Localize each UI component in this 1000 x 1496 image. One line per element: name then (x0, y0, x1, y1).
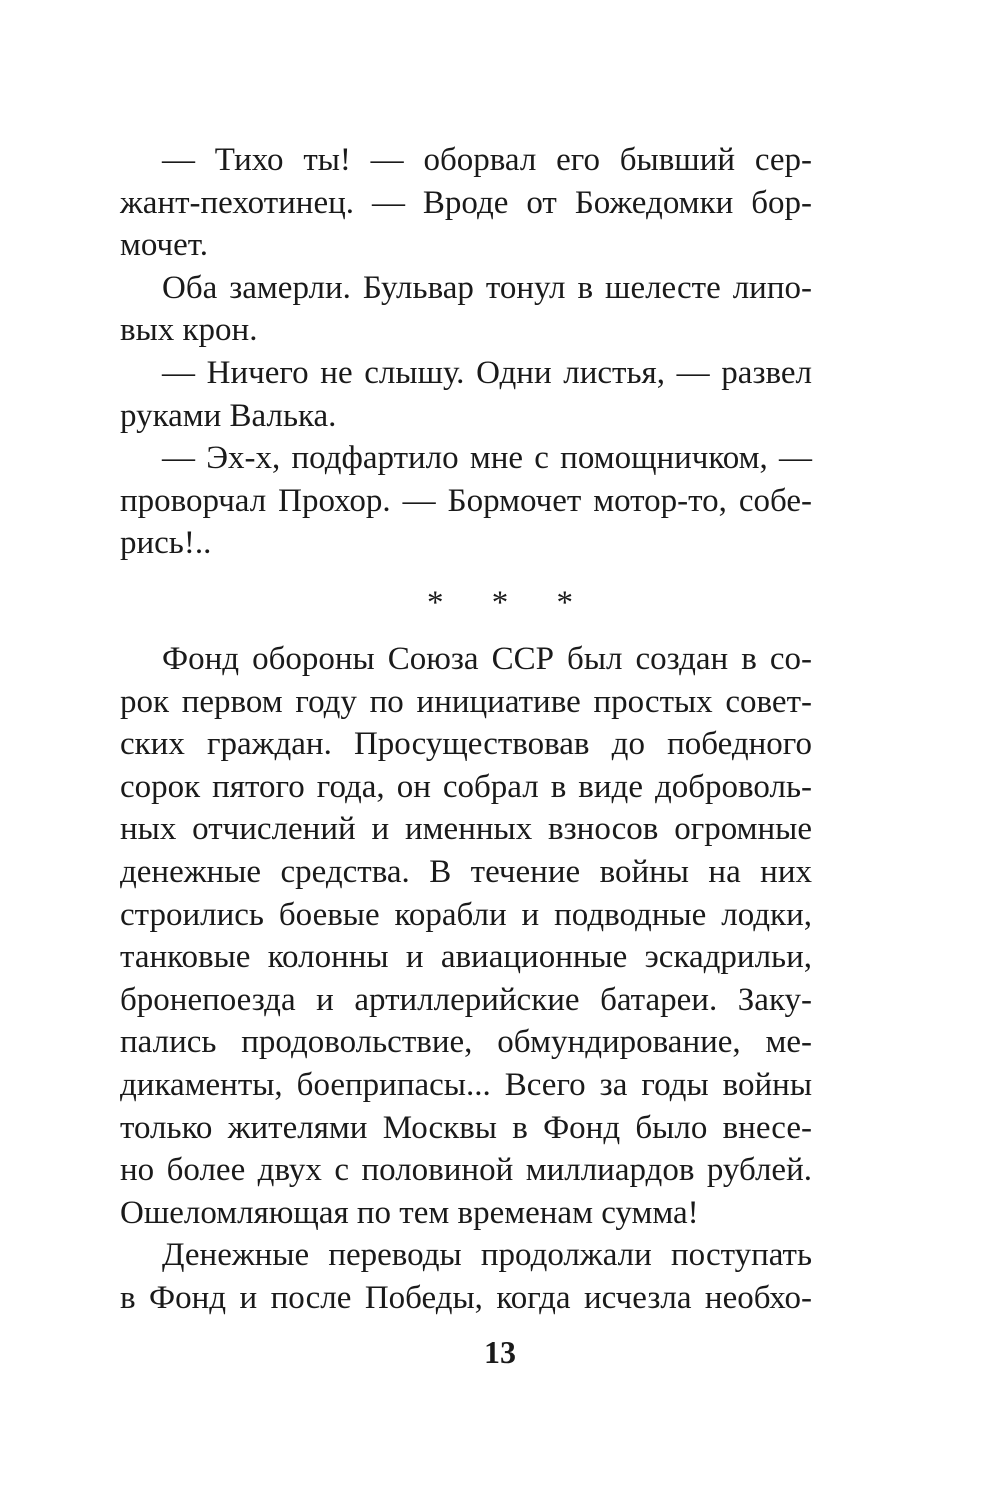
text-line: только жителями Москвы в Фонд было внесе- (120, 1109, 812, 1146)
text-line: мочет. (120, 227, 208, 264)
text-line: ных отчислений и именных взносов огромные (120, 811, 812, 848)
text-line: танковые колонны и авиационные эскадрильи, (120, 939, 812, 976)
text-line: — Тихо ты! — оборвал его бывший сер- (162, 142, 812, 178)
text-line: бронепоезда и артиллерийские батареи. Заку- (120, 981, 812, 1018)
text-line: Денежные переводы продолжали поступать (162, 1237, 812, 1274)
text-line: пались продовольствие, обмундирование, ме- (120, 1024, 812, 1061)
text-line: Ошеломляющая по тем временам сумма! (120, 1194, 699, 1231)
text-section-narrative (120, 638, 812, 1320)
text-line: в Фонд и после Победы, когда исчезла необхо- (120, 1279, 812, 1316)
section-separator: * * * (427, 585, 593, 621)
text-line: — Эх-х, подфартило мне с помощничком, — (162, 440, 812, 477)
text-line: жант-пехотинец. — Вроде от Божедомки бор- (120, 184, 812, 221)
text-line: рись!.. (120, 525, 212, 562)
text-section-dialogue (120, 139, 812, 565)
text-line: рок первом году по инициативе простых совет- (120, 683, 812, 720)
text-line: проворчал Прохор. — Бормочет мотор-то, собе- (120, 482, 812, 519)
text-line: руками Валька. (120, 397, 337, 434)
text-line: Оба замерли. Бульвар тонул в шелесте липо- (162, 269, 812, 306)
text-line: но более двух с половиной миллиардов рублей. (120, 1152, 812, 1189)
text-line: дикаменты, боеприпасы... Всего за годы войны (120, 1066, 812, 1103)
page-number: 13 (484, 1334, 516, 1370)
text-line: денежные средства. В течение войны на них (120, 853, 812, 890)
text-line: вых крон. (120, 312, 258, 349)
text-line: ских граждан. Просуществовав до победного (120, 726, 812, 763)
text-line: Фонд обороны Союза ССР был создан в со- (162, 641, 812, 677)
text-line: сорок пятого года, он собрал в виде доброволь- (120, 768, 812, 805)
text-line: строились боевые корабли и подводные лодки, (120, 896, 812, 933)
text-line: — Ничего не слышу. Одни листья, — развел (162, 354, 812, 391)
